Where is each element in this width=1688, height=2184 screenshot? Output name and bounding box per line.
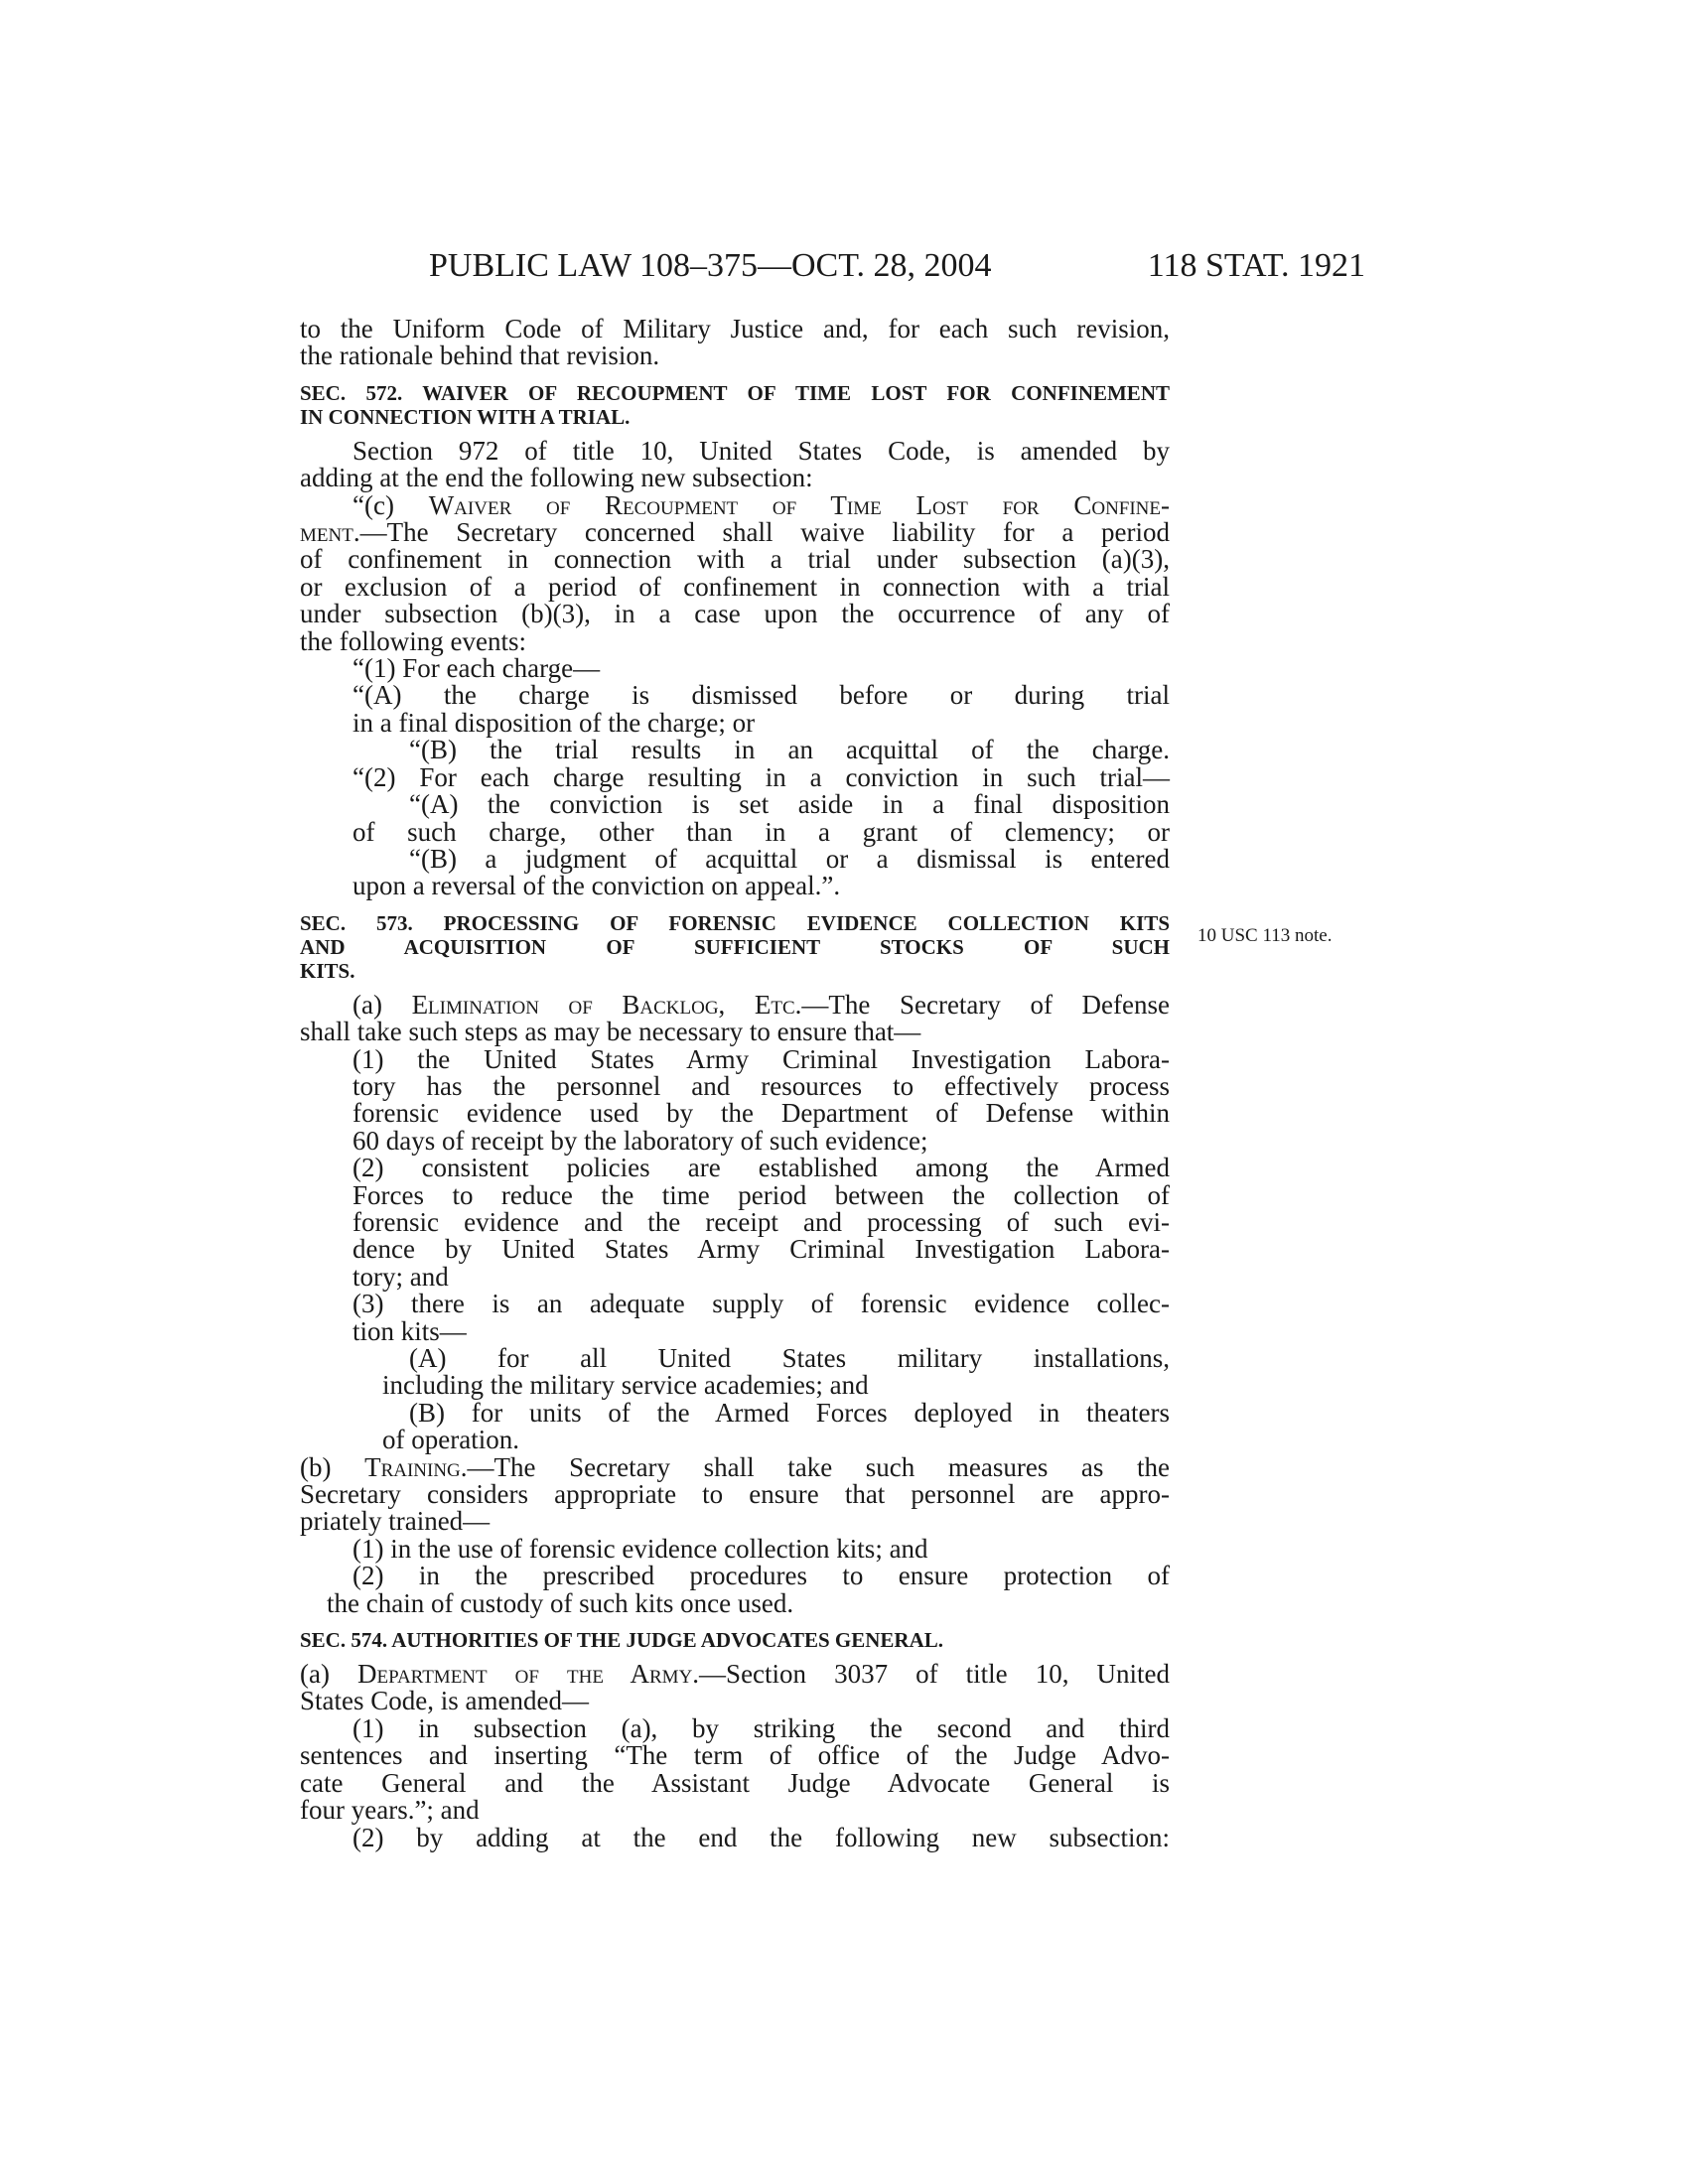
text-line: (B) for units of the Armed Forces deployed in theaters (409, 1397, 1170, 1428)
text-line: (A) for all United States military installations, (409, 1343, 1170, 1373)
text-line: of operation. (382, 1425, 519, 1455)
text-line: four years.”; and (300, 1795, 480, 1826)
subsection-caption: Department of the Army. (357, 1659, 700, 1690)
text-line: the chain of custody of such kits once used. (327, 1587, 794, 1618)
text-line: dence by United States Army Criminal Investigation Labora- (352, 1234, 1170, 1265)
text-line: IN CONNECTION WITH A TRIAL. (300, 404, 631, 429)
text-line: AND ACQUISITION OF SUFFICIENT STOCKS OF SUCH (300, 934, 1170, 959)
text-line: forensic evidence used by the Department of Defense within (352, 1098, 1170, 1129)
page-body (300, 316, 1170, 1851)
subsection-caption: ment. (300, 517, 360, 548)
subsection-caption: Elimination of Backlog, Etc. (411, 989, 802, 1020)
text-line: to the Uniform Code of Military Justice and, for each such revision, (300, 314, 1170, 343)
statute-page-number: 118 STAT. 1921 (1147, 247, 1365, 284)
text-line: of such charge, other than in a grant of clemency; or (352, 816, 1170, 847)
text-line (300, 989, 1171, 1020)
text-line (300, 1661, 1170, 1688)
text-line: upon a reversal of the conviction on appeal.”. (352, 871, 841, 901)
text-line: (1) in the use of forensic evidence collection kits; and (352, 1533, 928, 1564)
text-line: KITS. (300, 958, 355, 983)
text-line: forensic evidence and the receipt and processing of such evi- (352, 1206, 1170, 1237)
text-line: Forces to reduce the time period between the collection of (352, 1179, 1170, 1210)
text-span: —The Secretary shall take such measures as the (467, 1451, 1170, 1482)
text-line: under subsection (b)(3), in a case upon the occurrence of any of (300, 599, 1170, 629)
text-line: 60 days of receipt by the laboratory of such evidence; (352, 1125, 928, 1156)
running-head-title: PUBLIC LAW 108–375—OCT. 28, 2004 (429, 247, 992, 284)
text-line: (1) the United States Army Criminal Investigation Labora- (352, 1043, 1170, 1074)
text-line: “(2) For each charge resulting in a conviction in such trial— (352, 761, 1170, 792)
text-line: priately trained— (300, 1506, 491, 1537)
text-line: cate General and the Assistant Judge Advocate General is (300, 1767, 1170, 1798)
text-line: in a final disposition of the charge; or (352, 707, 756, 738)
text-span: (a) (352, 989, 412, 1020)
text-line: “(A) the charge is dismissed before or during trial (352, 680, 1170, 711)
text-line: tory has the personnel and resources to effectively process (352, 1070, 1170, 1101)
text-line (300, 519, 1170, 546)
text-line: SEC. 573. PROCESSING OF FORENSIC EVIDENCE COLLECTION KITS (300, 910, 1170, 935)
text-line: tory; and (352, 1261, 449, 1292)
text-line: “(B) the trial results in an acquittal of the charge. (409, 735, 1170, 765)
text-line: States Code, is amended— (300, 1686, 589, 1716)
text-line: sentences and inserting “The term of office of the Judge Advo- (300, 1740, 1170, 1771)
text-line: tion kits— (352, 1315, 467, 1346)
subsection-caption: Waiver of Recoupment of Time Lost for Confine- (428, 489, 1171, 520)
text-line: (3) there is an adequate supply of forensic evidence collec- (352, 1289, 1170, 1319)
text-line (300, 489, 1171, 520)
section-heading-574 (300, 1628, 1170, 1652)
text-span: (b) (300, 1451, 365, 1482)
text-line: Secretary considers appropriate to ensure that personnel are appro- (300, 1479, 1170, 1510)
text-line: SEC. 574. AUTHORITIES OF THE JUDGE ADVOCATES GENERAL. (300, 1628, 943, 1653)
text-span: —Section 3037 of title 10, United (699, 1659, 1170, 1690)
subsection-caption: Training. (364, 1451, 468, 1482)
text-line: the following events: (300, 625, 526, 656)
text-line: (2) consistent policies are established among the Armed (352, 1153, 1170, 1183)
running-head (0, 246, 1688, 286)
section-heading-573 (300, 911, 1170, 983)
text-line: (2) by adding at the end the following new subsection: (352, 1822, 1170, 1852)
text-span: —The Secretary concerned shall waive liability for a period (359, 517, 1170, 548)
text-line: or exclusion of a period of confinement in connection with a trial (300, 571, 1170, 602)
text-line: of confinement in connection with a trial under subsection (a)(3), (300, 544, 1170, 575)
text-line: SEC. 572. WAIVER OF RECOUPMENT OF TIME LOST FOR CONFINEMENT (300, 380, 1170, 405)
text-line: “(A) the conviction is set aside in a final disposition (409, 789, 1170, 820)
text-line (300, 1451, 1170, 1482)
text-line: adding at the end the following new subsection: (300, 463, 813, 493)
section-heading-572 (300, 381, 1170, 429)
text-line: the rationale behind that revision. (300, 341, 660, 371)
text-line: (2) in the prescribed procedures to ensure protection of (352, 1561, 1170, 1591)
text-line: (1) in subsection (a), by striking the second and third (352, 1712, 1170, 1743)
text-span: (a) (300, 1659, 358, 1690)
text-line: “(1) For each charge— (352, 653, 601, 684)
text-line: Section 972 of title 10, United States Code, is amended by (352, 435, 1170, 466)
quote-open: “(c) (352, 489, 429, 520)
text-span: —The Secretary of Defense (801, 989, 1171, 1020)
text-line: including the military service academies; and (382, 1370, 869, 1401)
text-line: shall take such steps as may be necessary to ensure that— (300, 1017, 921, 1047)
text-line: “(B) a judgment of acquittal or a dismissal is entered (409, 843, 1170, 874)
margin-note-citation: 10 USC 113 note. (1197, 925, 1333, 946)
